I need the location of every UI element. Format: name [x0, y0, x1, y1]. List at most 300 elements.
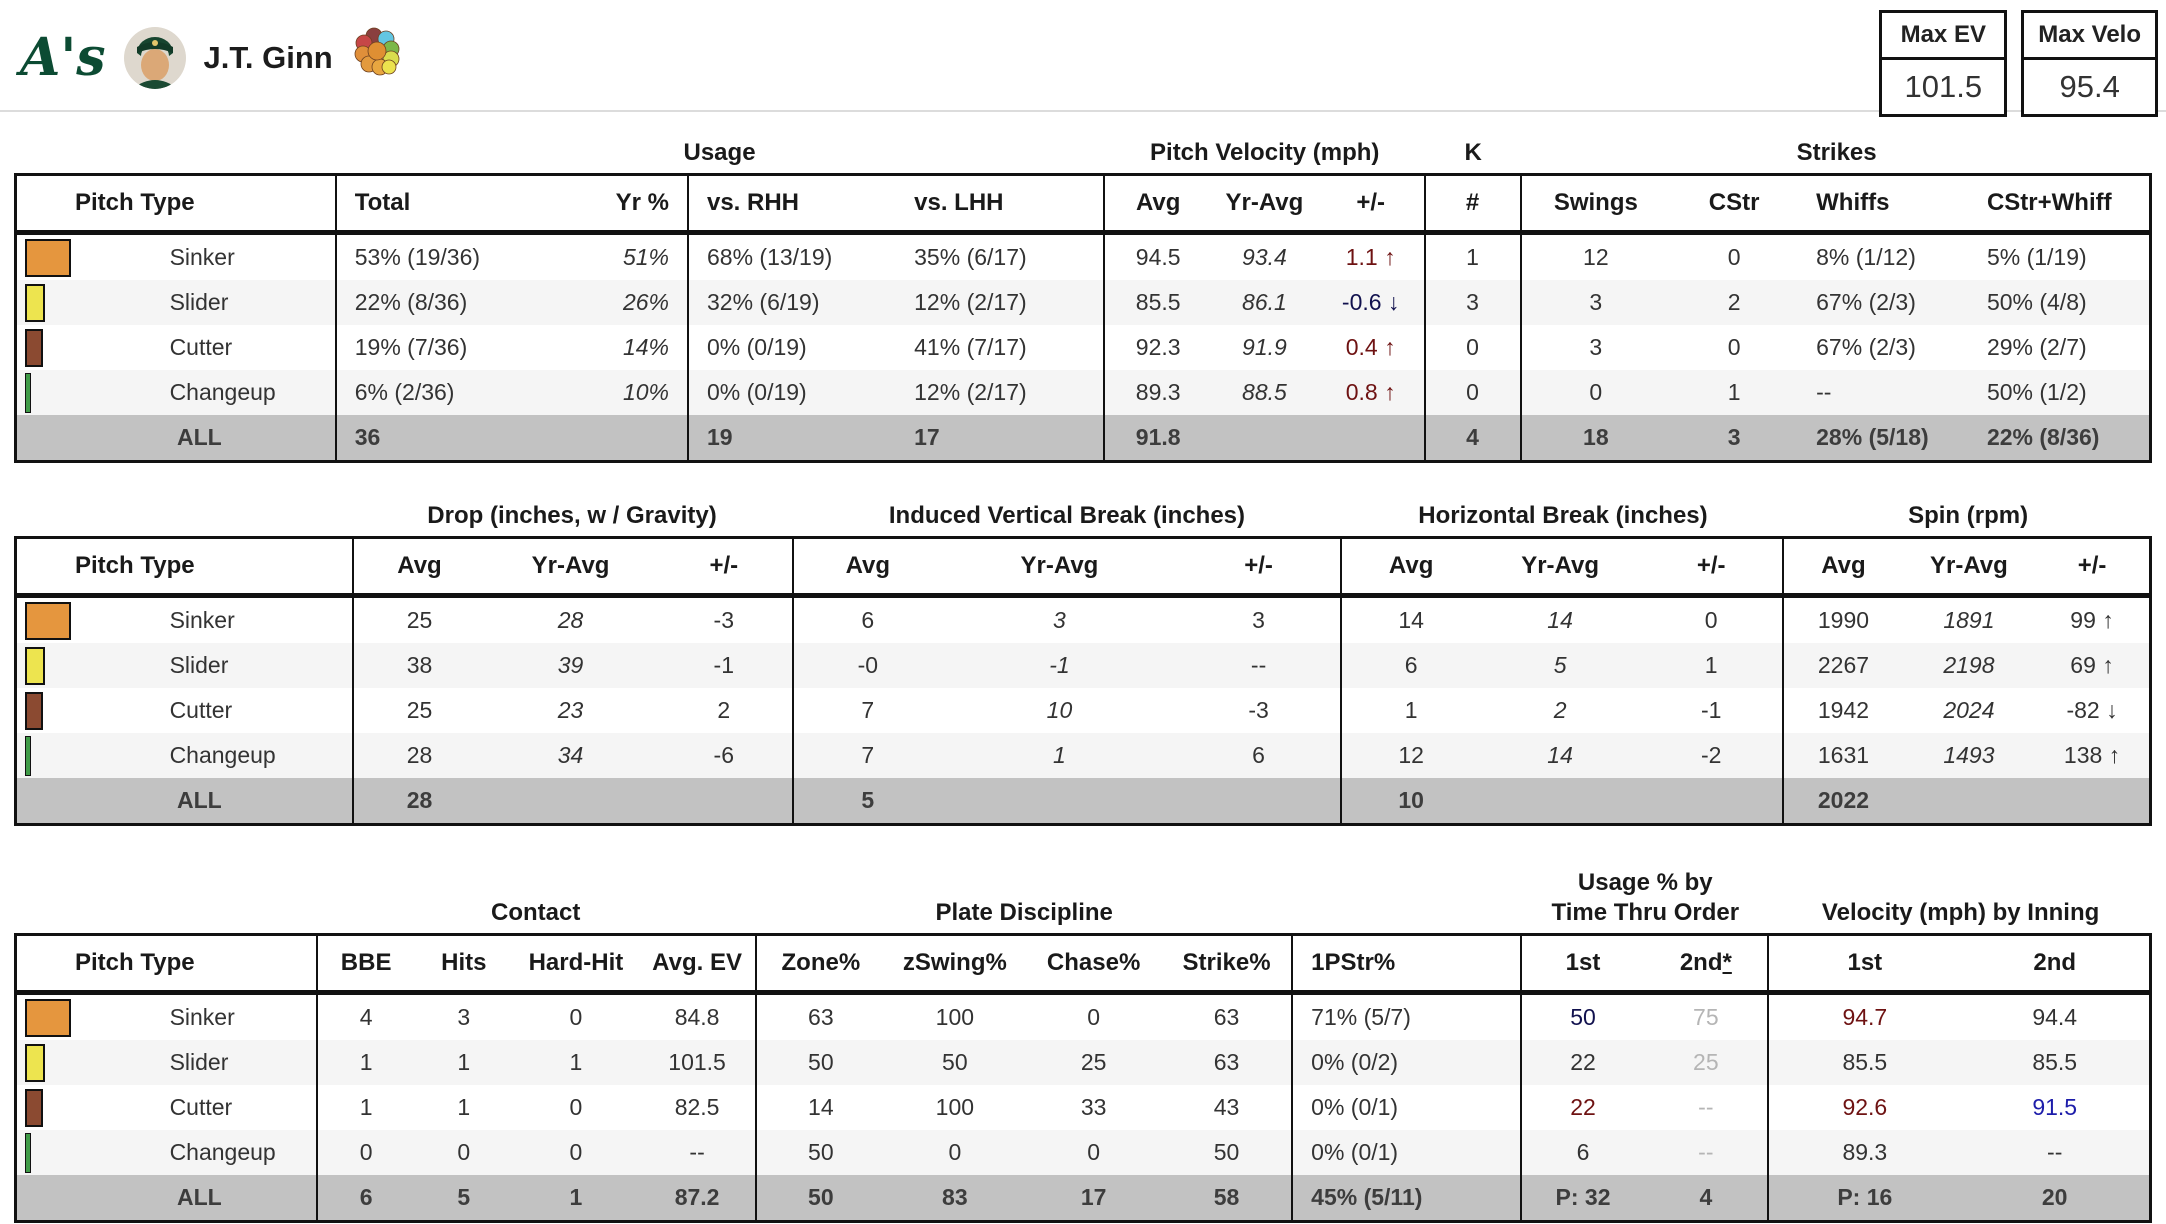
cell-chase-pct: 17 — [1080, 1184, 1107, 1210]
cell-drop-avg: 28 — [353, 778, 485, 825]
cell-velo-inning-2nd: 94.4 — [2032, 1004, 2078, 1030]
cell-k: 4 — [1425, 415, 1521, 462]
sinker-swatch — [25, 602, 71, 640]
slider-swatch — [25, 647, 45, 685]
cell-whiffs: 67% (2/3) — [1816, 334, 1916, 360]
cell-velo-avg: 85.5 — [1104, 280, 1211, 325]
cell-spin-yravg — [1903, 778, 2035, 825]
cell-drop-plusminus: -3 — [713, 607, 734, 633]
max-stat-boxes — [1879, 10, 2158, 117]
cell-spin-avg: 1942 — [1783, 688, 1903, 733]
cell-cstr: 0 — [1727, 334, 1741, 360]
cell-pitch-name: Slider — [169, 289, 229, 315]
pitch-swatch-cell — [16, 233, 112, 281]
cell-zswing-pct: 50 — [942, 1049, 968, 1075]
drop-group-title: Drop (inches, w / Gravity) — [427, 502, 717, 529]
cell-drop-yravg: 28 — [557, 607, 584, 633]
cell-1pstr-pct: 0% (0/1) — [1292, 1130, 1520, 1175]
cell-velo-inning-2nd: -- — [2047, 1139, 2063, 1165]
cell-hard-hit: 0 — [569, 1094, 583, 1120]
cell-ivb-avg: 7 — [793, 733, 942, 778]
col-spin-plusminus: +/- — [2035, 538, 2150, 596]
col-vs-rhh: vs. RHH — [688, 175, 896, 233]
cell-vs-lhh: 12% (2/17) — [914, 289, 1027, 315]
usage-velocity-table — [14, 173, 2152, 463]
cell-hb-avg: 10 — [1341, 778, 1480, 825]
col-ivb-avg: Avg — [793, 538, 942, 596]
cell-avg-ev: 101.5 — [668, 1049, 726, 1075]
hbreak-group-title: Horizontal Break (inches) — [1418, 502, 1708, 529]
col-velo-yravg: Yr-Avg — [1211, 175, 1318, 233]
pitch-swatch-cell — [16, 993, 112, 1041]
pitch-swatch-cell — [16, 596, 112, 644]
col-pitch-type: Pitch Type — [16, 538, 353, 596]
cell-hard-hit: 1 — [569, 1184, 583, 1210]
cell-hb-plusminus: 1 — [1704, 652, 1718, 678]
col-hard-hit: Hard-Hit — [513, 935, 639, 993]
cell-spin-yravg: 1891 — [1943, 607, 1995, 633]
cell-hb-avg: 6 — [1341, 643, 1480, 688]
cell-pitch-name: Changeup — [169, 1139, 276, 1165]
sinker-swatch — [25, 239, 71, 277]
cell-velo-yravg: 88.5 — [1242, 379, 1287, 405]
cell-drop-plusminus — [656, 778, 793, 825]
cell-spin-plusminus: -82 ↓ — [2066, 697, 2118, 723]
changeup-swatch — [25, 373, 31, 413]
table-row — [16, 688, 2151, 733]
contact-group-title: Contact — [490, 899, 581, 926]
cell-spin-avg: 2022 — [1783, 778, 1903, 825]
cell-tto-1st: 22 — [1521, 1085, 1645, 1130]
slider-swatch — [25, 1044, 45, 1082]
cell-zone-pct: 50 — [756, 1040, 884, 1085]
col-zone-pct: Zone% — [756, 935, 884, 993]
table-row — [16, 596, 2151, 644]
table-row — [16, 233, 2151, 281]
cell-total: 19% (7/36) — [336, 325, 539, 370]
cell-pitch-name: Slider — [169, 652, 229, 678]
cell-yr-pct: 14% — [622, 334, 669, 360]
cell-drop-plusminus: -1 — [713, 652, 734, 678]
cell-cstr: 0 — [1727, 244, 1741, 270]
col-velo-plusminus: +/- — [1318, 175, 1425, 233]
col-tto-2nd: 2nd* — [1644, 935, 1768, 993]
table2-group-titles — [14, 501, 2152, 531]
cell-strike-pct: 63 — [1213, 1004, 1240, 1030]
col-avg-ev: Avg. EV — [639, 935, 756, 993]
table-row — [16, 1040, 2151, 1085]
cell-drop-plusminus: 2 — [717, 697, 731, 723]
cell-vs-lhh: 17 — [914, 424, 940, 450]
cell-ivb-avg: 5 — [793, 778, 942, 825]
cell-ivb-plusminus: 3 — [1252, 607, 1265, 633]
cell-hb-yravg: 2 — [1553, 697, 1567, 723]
max-velo-label: Max Velo — [2024, 13, 2155, 60]
col-1pstr-pct: 1PStr% — [1292, 935, 1520, 993]
max-velo-value: 95.4 — [2059, 69, 2120, 104]
tto-group-title-line2: Time Thru Order — [1551, 899, 1740, 926]
cell-whiffs: -- — [1816, 379, 1832, 405]
cell-velo-inning-1st: 94.7 — [1768, 993, 1960, 1041]
col-bbe: BBE — [317, 935, 415, 993]
col-pitch-type: Pitch Type — [16, 175, 336, 233]
col-cstr-whiff: CStr+Whiff — [1969, 175, 2151, 233]
cell-swings: 12 — [1521, 233, 1670, 281]
cell-hits: 3 — [457, 1004, 471, 1030]
cell-velo-plusminus: 1.1 ↑ — [1345, 244, 1396, 270]
cell-hits: 5 — [457, 1184, 471, 1210]
max-ev-value: 101.5 — [1904, 69, 1983, 104]
cell-hb-plusminus: -1 — [1700, 697, 1722, 723]
cutter-swatch — [25, 329, 43, 367]
header-divider — [0, 110, 2166, 112]
cell-tto-1st: 50 — [1521, 993, 1645, 1041]
cell-hb-yravg: 14 — [1547, 742, 1573, 768]
cell-whiffs: 67% (2/3) — [1816, 289, 1916, 315]
player-headshot-image — [124, 27, 186, 89]
col-ivb-plusminus: +/- — [1177, 538, 1341, 596]
cell-ivb-yravg: 10 — [1046, 697, 1073, 723]
cell-pitch-name: Sinker — [169, 607, 235, 633]
col-velo-inning-2nd: 2nd — [1960, 935, 2150, 993]
cell-spin-plusminus — [2035, 778, 2150, 825]
cell-spin-plusminus: 138 ↑ — [2063, 742, 2121, 768]
player-name: J.T. Ginn — [203, 40, 333, 75]
cell-swings: 3 — [1521, 280, 1670, 325]
cell-ivb-yravg: -1 — [1049, 652, 1070, 678]
cell-hits: 1 — [457, 1094, 471, 1120]
pitch-swatch-cell — [16, 280, 112, 325]
cell-chase-pct: 33 — [1080, 1094, 1107, 1120]
cell-swings: 3 — [1521, 325, 1670, 370]
table-row — [16, 733, 2151, 778]
cell-strike-pct: 63 — [1213, 1049, 1240, 1075]
table-all-row — [16, 415, 2151, 462]
cell-drop-avg: 25 — [353, 596, 485, 644]
cell-velo-inning-1st: 89.3 — [1768, 1130, 1960, 1175]
pitch-swatch-cell — [16, 733, 112, 778]
cell-hb-avg: 12 — [1341, 733, 1480, 778]
cell-velo-avg: 92.3 — [1104, 325, 1211, 370]
cell-avg-ev: -- — [689, 1139, 705, 1165]
athletics-logo: A's — [20, 27, 106, 88]
cell-total: 53% (19/36) — [336, 233, 539, 281]
cell-k: 0 — [1425, 325, 1521, 370]
tto-group-title — [1521, 868, 1769, 928]
changeup-swatch — [25, 1133, 31, 1173]
cell-yr-pct: 26% — [622, 289, 669, 315]
cell-bbe: 1 — [317, 1085, 415, 1130]
cell-cstr-whiff: 5% (1/19) — [1986, 244, 2087, 270]
cell-chase-pct: 0 — [1087, 1004, 1100, 1030]
cell-velo-inning-1st: 92.6 — [1768, 1085, 1960, 1130]
cell-chase-pct: 25 — [1080, 1049, 1107, 1075]
cell-pitch-name: Sinker — [169, 244, 235, 270]
col-hb-avg: Avg — [1341, 538, 1480, 596]
cell-spin-plusminus: 69 ↑ — [2070, 652, 2114, 678]
cell-velo-plusminus: 0.8 ↑ — [1345, 379, 1396, 405]
col-yr-pct: Yr % — [539, 175, 688, 233]
cell-zone-pct: 14 — [756, 1085, 884, 1130]
cell-vs-rhh: 68% (13/19) — [688, 233, 896, 281]
cell-spin-avg: 1990 — [1783, 596, 1903, 644]
cell-vs-rhh: 0% (0/19) — [688, 370, 896, 415]
col-total: Total — [336, 175, 539, 233]
table-header-row — [16, 175, 2151, 233]
cell-pitch-name: Slider — [169, 1049, 229, 1075]
cell-strike-pct: 50 — [1213, 1139, 1240, 1165]
contact-discipline-section — [14, 868, 2152, 1223]
cell-vs-lhh: 41% (7/17) — [914, 334, 1027, 360]
col-spin-avg: Avg — [1783, 538, 1903, 596]
col-k-count: # — [1425, 175, 1521, 233]
cell-bbe: 0 — [317, 1130, 415, 1175]
col-pitch-type: Pitch Type — [16, 935, 317, 993]
cell-avg-ev: 82.5 — [674, 1094, 720, 1120]
cell-pitch-name: Cutter — [169, 334, 233, 360]
cell-cstr: 2 — [1727, 289, 1741, 315]
cell-tto-2nd: -- — [1698, 1139, 1714, 1165]
cell-tto-2nd: 25 — [1693, 1049, 1719, 1075]
cell-hard-hit: 1 — [569, 1049, 583, 1075]
cell-tto-2nd: 4 — [1699, 1184, 1713, 1210]
col-strike-pct: Strike% — [1162, 935, 1292, 993]
col-hb-yravg: Yr-Avg — [1480, 538, 1640, 596]
cell-velo-avg: 94.5 — [1104, 233, 1211, 281]
cell-all-label: ALL — [177, 1184, 222, 1210]
footnote-asterisk: * — [1722, 949, 1732, 976]
cell-velo-yravg: 93.4 — [1242, 244, 1287, 270]
cell-1pstr-pct: 45% (5/11) — [1292, 1175, 1520, 1222]
cell-bbe: 4 — [317, 993, 415, 1041]
velocity-group-title: Pitch Velocity (mph) — [1150, 139, 1380, 166]
cell-chase-pct: 0 — [1087, 1139, 1100, 1165]
cell-vs-rhh: 0% (0/19) — [688, 325, 896, 370]
cell-bbe: 1 — [317, 1040, 415, 1085]
cell-hb-yravg — [1480, 778, 1640, 825]
cell-hb-plusminus: -2 — [1700, 742, 1722, 768]
cell-pitch-name: Cutter — [169, 697, 233, 723]
page-header — [0, 0, 2166, 104]
cell-velo-inning-1st: 85.5 — [1768, 1040, 1960, 1085]
cell-all-label: ALL — [177, 787, 222, 813]
col-velo-inning-1st: 1st — [1768, 935, 1960, 993]
table-row — [16, 1085, 2151, 1130]
col-velo-avg: Avg — [1104, 175, 1211, 233]
player-headshot — [124, 27, 186, 89]
strikes-group-title: Strikes — [1796, 139, 1877, 166]
cell-all-label: ALL — [177, 424, 222, 450]
cell-avg-ev: 87.2 — [674, 1184, 720, 1210]
cell-swings: 0 — [1521, 370, 1670, 415]
cell-velo-avg: 91.8 — [1104, 415, 1211, 462]
cell-ivb-plusminus: -- — [1250, 652, 1267, 678]
cell-zone-pct: 50 — [756, 1130, 884, 1175]
col-ivb-yravg: Yr-Avg — [942, 538, 1177, 596]
pitch-swatch-cell — [16, 370, 112, 415]
cell-drop-avg: 38 — [353, 643, 485, 688]
cell-drop-yravg — [485, 778, 656, 825]
plate-discipline-group-title: Plate Discipline — [935, 899, 1113, 926]
table1-group-titles — [14, 138, 2152, 168]
col-spin-yravg: Yr-Avg — [1903, 538, 2035, 596]
cell-tto-1st: P: 32 — [1521, 1175, 1645, 1222]
cell-tto-2nd: -- — [1698, 1094, 1714, 1120]
pitch-mix-cluster-icon — [353, 26, 403, 83]
cell-total: 22% (8/36) — [336, 280, 539, 325]
usage-group-title: Usage — [683, 139, 756, 166]
cell-1pstr-pct: 71% (5/7) — [1292, 993, 1520, 1041]
cell-total: 36 — [336, 415, 539, 462]
col-zswing-pct: zSwing% — [884, 935, 1025, 993]
cell-k: 0 — [1425, 370, 1521, 415]
table-row — [16, 325, 2151, 370]
cell-hb-avg: 14 — [1341, 596, 1480, 644]
cell-hard-hit: 0 — [569, 1139, 583, 1165]
cell-ivb-plusminus — [1177, 778, 1341, 825]
cell-total: 6% (2/36) — [336, 370, 539, 415]
movement-spin-section — [14, 501, 2152, 826]
cell-zone-pct: 63 — [756, 993, 884, 1041]
cell-velo-inning-2nd: 91.5 — [2032, 1094, 2078, 1120]
spin-group-title: Spin (rpm) — [1908, 502, 2029, 529]
slider-swatch — [25, 284, 45, 322]
usage-velocity-section — [14, 138, 2152, 463]
table-row — [16, 280, 2151, 325]
cell-ivb-avg: -0 — [793, 643, 942, 688]
cutter-swatch — [25, 1089, 43, 1127]
col-cstr: CStr — [1670, 175, 1798, 233]
cell-vs-lhh: 12% (2/17) — [914, 379, 1027, 405]
k-group-title: K — [1464, 139, 1482, 166]
cell-velo-avg: 89.3 — [1104, 370, 1211, 415]
cell-hb-avg: 1 — [1341, 688, 1480, 733]
cell-velo-plusminus: 0.4 ↑ — [1345, 334, 1396, 360]
cell-swings: 18 — [1521, 415, 1670, 462]
cell-zswing-pct: 100 — [935, 1094, 975, 1120]
cell-velo-yravg: 91.9 — [1242, 334, 1287, 360]
cell-velo-yravg — [1211, 415, 1318, 462]
contact-discipline-table — [14, 933, 2152, 1223]
cell-ivb-plusminus: -3 — [1248, 697, 1269, 723]
cell-cstr: 1 — [1727, 379, 1741, 405]
cell-velo-inning-2nd: 20 — [2041, 1184, 2068, 1210]
col-hb-plusminus: +/- — [1640, 538, 1783, 596]
cell-ivb-avg: 7 — [793, 688, 942, 733]
col-drop-avg: Avg — [353, 538, 485, 596]
col-hits: Hits — [415, 935, 513, 993]
col-drop-yravg: Yr-Avg — [485, 538, 656, 596]
cell-hb-yravg: 14 — [1547, 607, 1573, 633]
cell-drop-plusminus: -6 — [713, 742, 734, 768]
pitch-swatch-cell — [16, 688, 112, 733]
cell-ivb-avg: 6 — [793, 596, 942, 644]
cell-ivb-yravg: 1 — [1053, 742, 1066, 768]
cell-vs-lhh: 35% (6/17) — [914, 244, 1027, 270]
cell-drop-yravg: 23 — [557, 697, 584, 723]
pitch-swatch-cell — [16, 325, 112, 370]
tto-group-title-line1: Usage % by — [1577, 869, 1713, 896]
pitch-swatch-cell — [16, 1130, 112, 1175]
cell-velo-plusminus — [1318, 415, 1425, 462]
cell-zswing-pct: 100 — [935, 1004, 975, 1030]
movement-spin-table — [14, 536, 2152, 826]
velo-by-inning-group-title: Velocity (mph) by Inning — [1821, 899, 2100, 926]
table-row — [16, 993, 2151, 1041]
cutter-swatch — [25, 692, 43, 730]
cell-1pstr-pct: 0% (0/2) — [1292, 1040, 1520, 1085]
table-row — [16, 1130, 2151, 1175]
cell-hb-plusminus: 0 — [1704, 607, 1718, 633]
cell-cstr: 3 — [1727, 424, 1741, 450]
cell-zswing-pct: 83 — [942, 1184, 968, 1210]
cell-tto-1st: 22 — [1521, 1040, 1645, 1085]
cell-strike-pct: 43 — [1213, 1094, 1240, 1120]
cell-cstr-whiff: 22% (8/36) — [1986, 424, 2100, 450]
cell-yr-pct: 10% — [622, 379, 669, 405]
table-row — [16, 643, 2151, 688]
cell-spin-avg: 2267 — [1783, 643, 1903, 688]
max-ev-label: Max EV — [1882, 13, 2004, 60]
cell-drop-yravg: 34 — [557, 742, 584, 768]
ivb-group-title: Induced Vertical Break (inches) — [888, 502, 1246, 529]
cell-1pstr-pct: 0% (0/1) — [1292, 1085, 1520, 1130]
cell-spin-plusminus: 99 ↑ — [2070, 607, 2114, 633]
pitch-swatch-cell — [16, 1085, 112, 1130]
cell-hits: 1 — [457, 1049, 471, 1075]
table-all-row — [16, 1175, 2151, 1222]
cell-cstr-whiff: 50% (4/8) — [1986, 289, 2087, 315]
cell-spin-yravg: 1493 — [1943, 742, 1995, 768]
changeup-swatch — [25, 736, 31, 776]
cell-zone-pct: 50 — [756, 1175, 884, 1222]
table-header-row — [16, 538, 2151, 596]
col-whiffs: Whiffs — [1798, 175, 1969, 233]
table3-group-titles — [14, 868, 2152, 928]
cell-ivb-yravg — [942, 778, 1177, 825]
cell-vs-rhh: 19 — [688, 415, 896, 462]
max-velo-box — [2021, 10, 2158, 117]
cell-yr-pct — [539, 415, 688, 462]
max-ev-box — [1879, 10, 2007, 117]
cell-tto-1st: 6 — [1521, 1130, 1645, 1175]
cell-whiffs: 28% (5/18) — [1816, 424, 1929, 450]
cell-spin-avg: 1631 — [1783, 733, 1903, 778]
col-swings: Swings — [1521, 175, 1670, 233]
cell-ivb-yravg: 3 — [1053, 607, 1066, 633]
cell-zswing-pct: 0 — [948, 1139, 962, 1165]
cell-k: 3 — [1425, 280, 1521, 325]
col-tto-1st: 1st — [1521, 935, 1645, 993]
cell-hits: 0 — [457, 1139, 471, 1165]
cell-drop-avg: 28 — [353, 733, 485, 778]
cell-hard-hit: 0 — [569, 1004, 583, 1030]
col-vs-lhh: vs. LHH — [896, 175, 1104, 233]
cell-pitch-name: Changeup — [169, 742, 276, 768]
cell-cstr-whiff: 29% (2/7) — [1986, 334, 2087, 360]
cell-drop-yravg: 39 — [557, 652, 584, 678]
cell-vs-rhh: 32% (6/19) — [688, 280, 896, 325]
cell-drop-avg: 25 — [353, 688, 485, 733]
cell-pitch-name: Cutter — [169, 1094, 233, 1120]
table-header-row — [16, 935, 2151, 993]
table-row — [16, 370, 2151, 415]
cell-ivb-plusminus: 6 — [1252, 742, 1265, 768]
cell-velo-yravg: 86.1 — [1242, 289, 1287, 315]
sinker-swatch — [25, 999, 71, 1037]
cell-velo-plusminus: -0.6 ↓ — [1341, 289, 1400, 315]
cell-whiffs: 8% (1/12) — [1816, 244, 1916, 270]
